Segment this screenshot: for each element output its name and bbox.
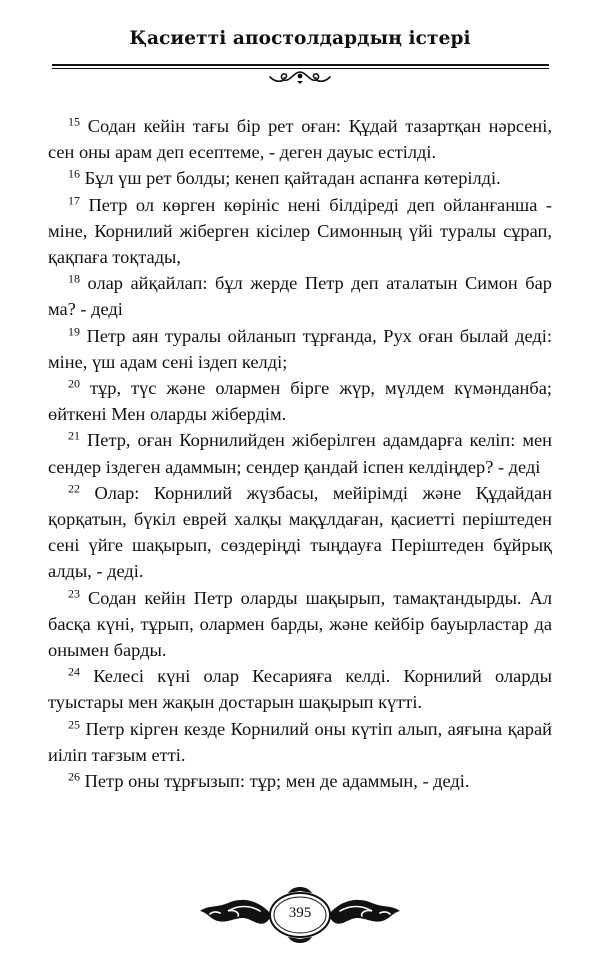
- verse-text: олар айқайлап: бұл жерде Петр деп аталатын Симон бар ма? - деді: [48, 273, 552, 320]
- verse-20: [48, 375, 552, 427]
- verse-text-block: [48, 113, 552, 794]
- verse-text: Олар: Корнилий жүзбасы, мейірімді және Құдайдан қорқатын, бүкіл еврей халқы мақұлдаған, қасиетті періштеден сені үйге шақырып, сөздеріңді тыңдауға Періштеден бұйрық алды, - деді.: [48, 482, 552, 582]
- verse-number: 16: [68, 166, 80, 181]
- verse-23: [48, 585, 552, 664]
- verse-text: Петр оны тұрғызып: тұр; мен де адаммын, - деді.: [84, 771, 470, 792]
- verse-number: 15: [68, 114, 80, 129]
- verse-number: 26: [68, 769, 80, 784]
- verse-16: [48, 165, 552, 191]
- verse-text: Содан кейін Петр оларды шақырып, тамақтандырды. Ал басқа күні, тұрып, олармен барды, және кейбір бауырластар да онымен барды.: [48, 587, 552, 661]
- verse-number: 25: [68, 717, 80, 732]
- verse-number: 24: [68, 664, 80, 679]
- verse-number: 17: [68, 193, 80, 208]
- verse-17: [48, 192, 552, 271]
- verse-text: Петр, оған Корнилийден жіберілген адамдарға келіп: мен сендер іздеген адаммын; сендер қандай іспен келдіңдер? - деді: [48, 430, 552, 477]
- verse-text: Келесі күні олар Кесарияға келді. Корнилий оларды туыстары мен жақын достарын шақырып күтті.: [48, 666, 552, 713]
- verse-24: [48, 663, 552, 715]
- verse-text: Петр аян туралы ойланып тұрғанда, Рух оған былай деді: міне, үш адам сені іздеп келді;: [48, 325, 552, 372]
- verse-text: тұр, түс және олармен бірге жүр, мүлдем күмәнданба; өйткені Мен оларды жібердім.: [48, 378, 552, 425]
- verse-text: Петр кірген кезде Корнилий оны күтіп алып, аяғына қарай иіліп тағзым етті.: [48, 718, 552, 765]
- verse-26: [48, 768, 552, 794]
- verse-18: [48, 270, 552, 322]
- scroll-ornament-icon: [268, 68, 332, 86]
- verse-number: 18: [68, 271, 80, 286]
- verse-number: 22: [68, 481, 80, 496]
- verse-text: Бұл үш рет болды; кенеп қайтадан аспанға көтерілді.: [84, 168, 501, 189]
- verse-text: Петр ол көрген көрініс нені білдіреді деп ойланғанша - міне, Корнилий жіберген кісілер Симонның үйі туралы сұрап, қақпаға тоқтады,: [48, 194, 552, 268]
- running-head: Қасиетті апостолдардың істері: [129, 28, 471, 49]
- verse-22: [48, 480, 552, 585]
- verse-text: Содан кейін тағы бір рет оған: Құдай тазартқан нәрсені, сен оны арам деп есептеме, - деген дауыс естілді.: [48, 116, 552, 163]
- verse-number: 20: [68, 376, 80, 391]
- verse-number: 19: [68, 324, 80, 339]
- verse-19: [48, 323, 552, 375]
- verse-25: [48, 716, 552, 768]
- verse-number: 21: [68, 428, 80, 443]
- page-number: 395: [288, 905, 312, 921]
- verse-number: 23: [68, 586, 80, 601]
- header-rule-thick: [52, 64, 549, 66]
- verse-21: [48, 427, 552, 479]
- verse-15: [48, 113, 552, 165]
